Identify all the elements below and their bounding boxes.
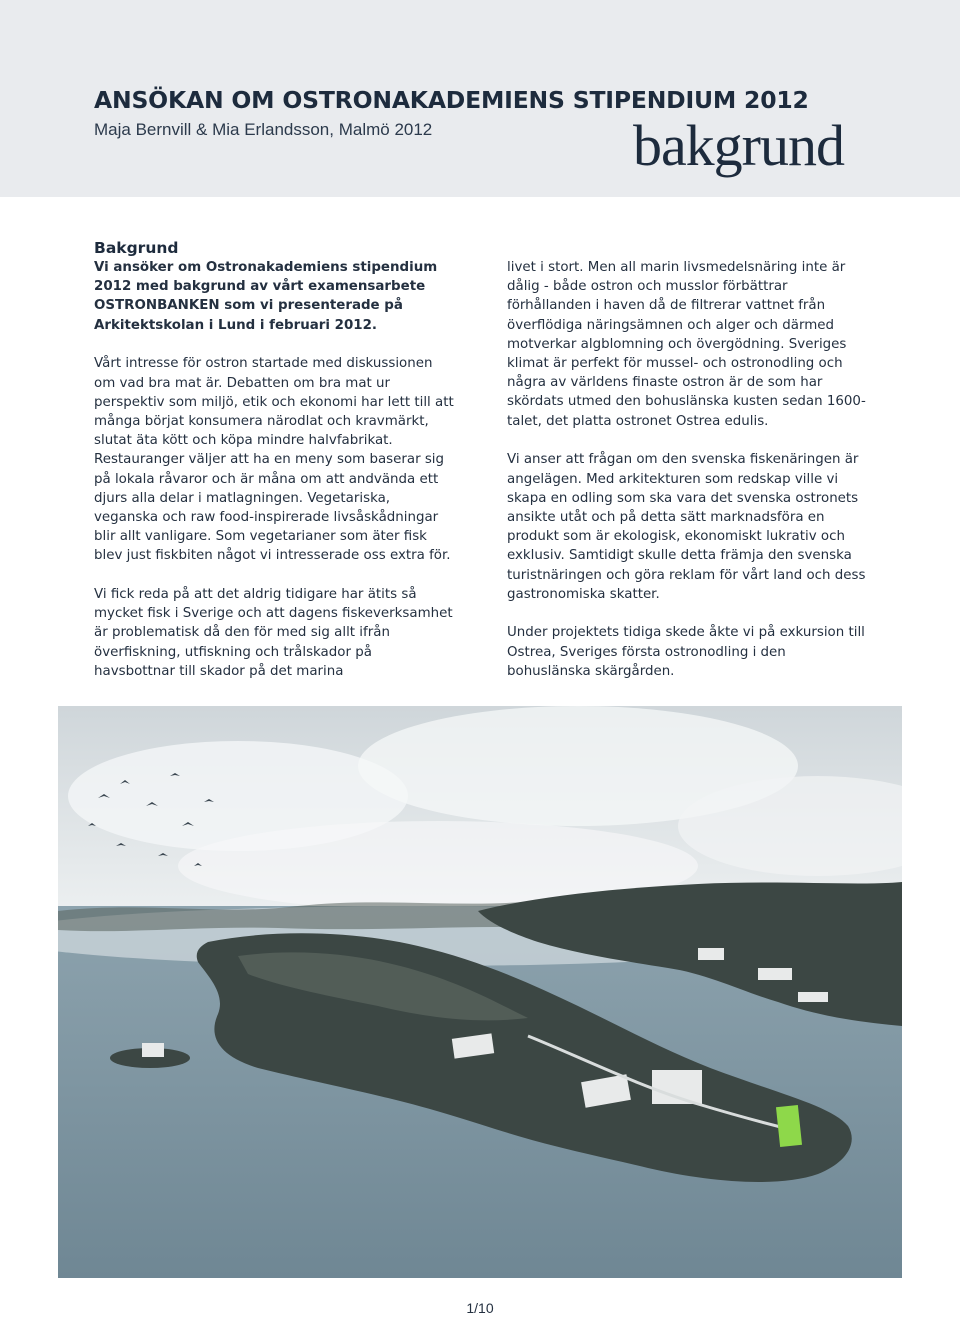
lead-paragraph: Vi ansöker om Ostronakademiens stipendium 2012 med bakgrund av vårt examensarbete OSTRONBANKEN som vi presenterade på Arkitektskolan i Lund i februari 2012. [94, 260, 438, 333]
archipelago-rendering-image [58, 706, 902, 1278]
authors-line: Maja Bernvill & Mia Erlandsson, Malmö 2012 [94, 120, 433, 139]
body-paragraph: Under projektets tidiga skede åkte vi på exkursion till Ostrea, Sveriges första ostronodling i den bohuslänska skärgården. [507, 625, 865, 679]
body-paragraph: Vi anser att frågan om den svenska fiskenäringen är angelägen. Med arkitekturen som redskap ville vi skapa en odling som ska vara det svenska ostronets ansikte utåt och på detta sätt marknadsföra en produkt som är ekologisk, ekonomiskt lukrativ och exklusiv. Samtidigt skulle detta främja den svenska turistnäringen och göra reklam för vårt land och dess gastronomiska skatter. [507, 452, 866, 602]
building [698, 948, 724, 960]
document-title: ANSÖKAN OM OSTRONAKADEMIENS STIPENDIUM 2012 [94, 86, 809, 114]
right-text-column [507, 258, 869, 701]
islet-building [142, 1043, 164, 1057]
page-number: 1/10 [466, 1300, 494, 1316]
building [652, 1070, 702, 1104]
green-tower [776, 1105, 802, 1147]
building [798, 992, 828, 1002]
building [758, 968, 792, 980]
body-paragraph: Vårt intresse för ostron startade med diskussionen om vad bra mat är. Debatten om bra mat ur perspektiv som miljö, etik och ekonomi har lett till att många börjat konsumera närodlat och kravmärkt, slutat äta kött och köpa mindre halvfabrikat. Restauranger väljer att ha en meny som baserar sig på lokala råvaror och är måna om att andvända ett djurs alla delar i matlagningen. Vegetariska, veganska och raw food-inspirerade livsåskådningar blir allt vanligare. Som vegetarianer som äter fisk blev just fiskbiten något vi intresserade oss extra för. [94, 356, 454, 564]
body-paragraph: Vi fick reda på att det aldrig tidigare har ätits så mycket fisk i Sverige och att dagens fiskeverksamhet är problematisk då den för med sig allt ifrån överfiskning, utfiskning och trålskador på havsbottnar till skador på det marina [94, 587, 453, 679]
section-heading: Bakgrund [94, 239, 179, 257]
section-title: bakgrund [632, 113, 844, 178]
body-paragraph: livet i stort. Men all marin livsmedelsnäring inte är dålig - både ostron och musslor förbättrar förhållanden i haven då de filtrerar vattnet från överflödiga näringsämnen och alger och därmed motverkar algblomning och övergödning. Sveriges klimat är perfekt för mussel- och ostronodling och några av världens finaste ostron är de som har skördats utmed den bohuslänska kusten sedan 1600-talet, det platta ostronet Ostrea edulis. [507, 260, 866, 429]
left-text-column [94, 238, 456, 701]
header-band [0, 0, 960, 197]
